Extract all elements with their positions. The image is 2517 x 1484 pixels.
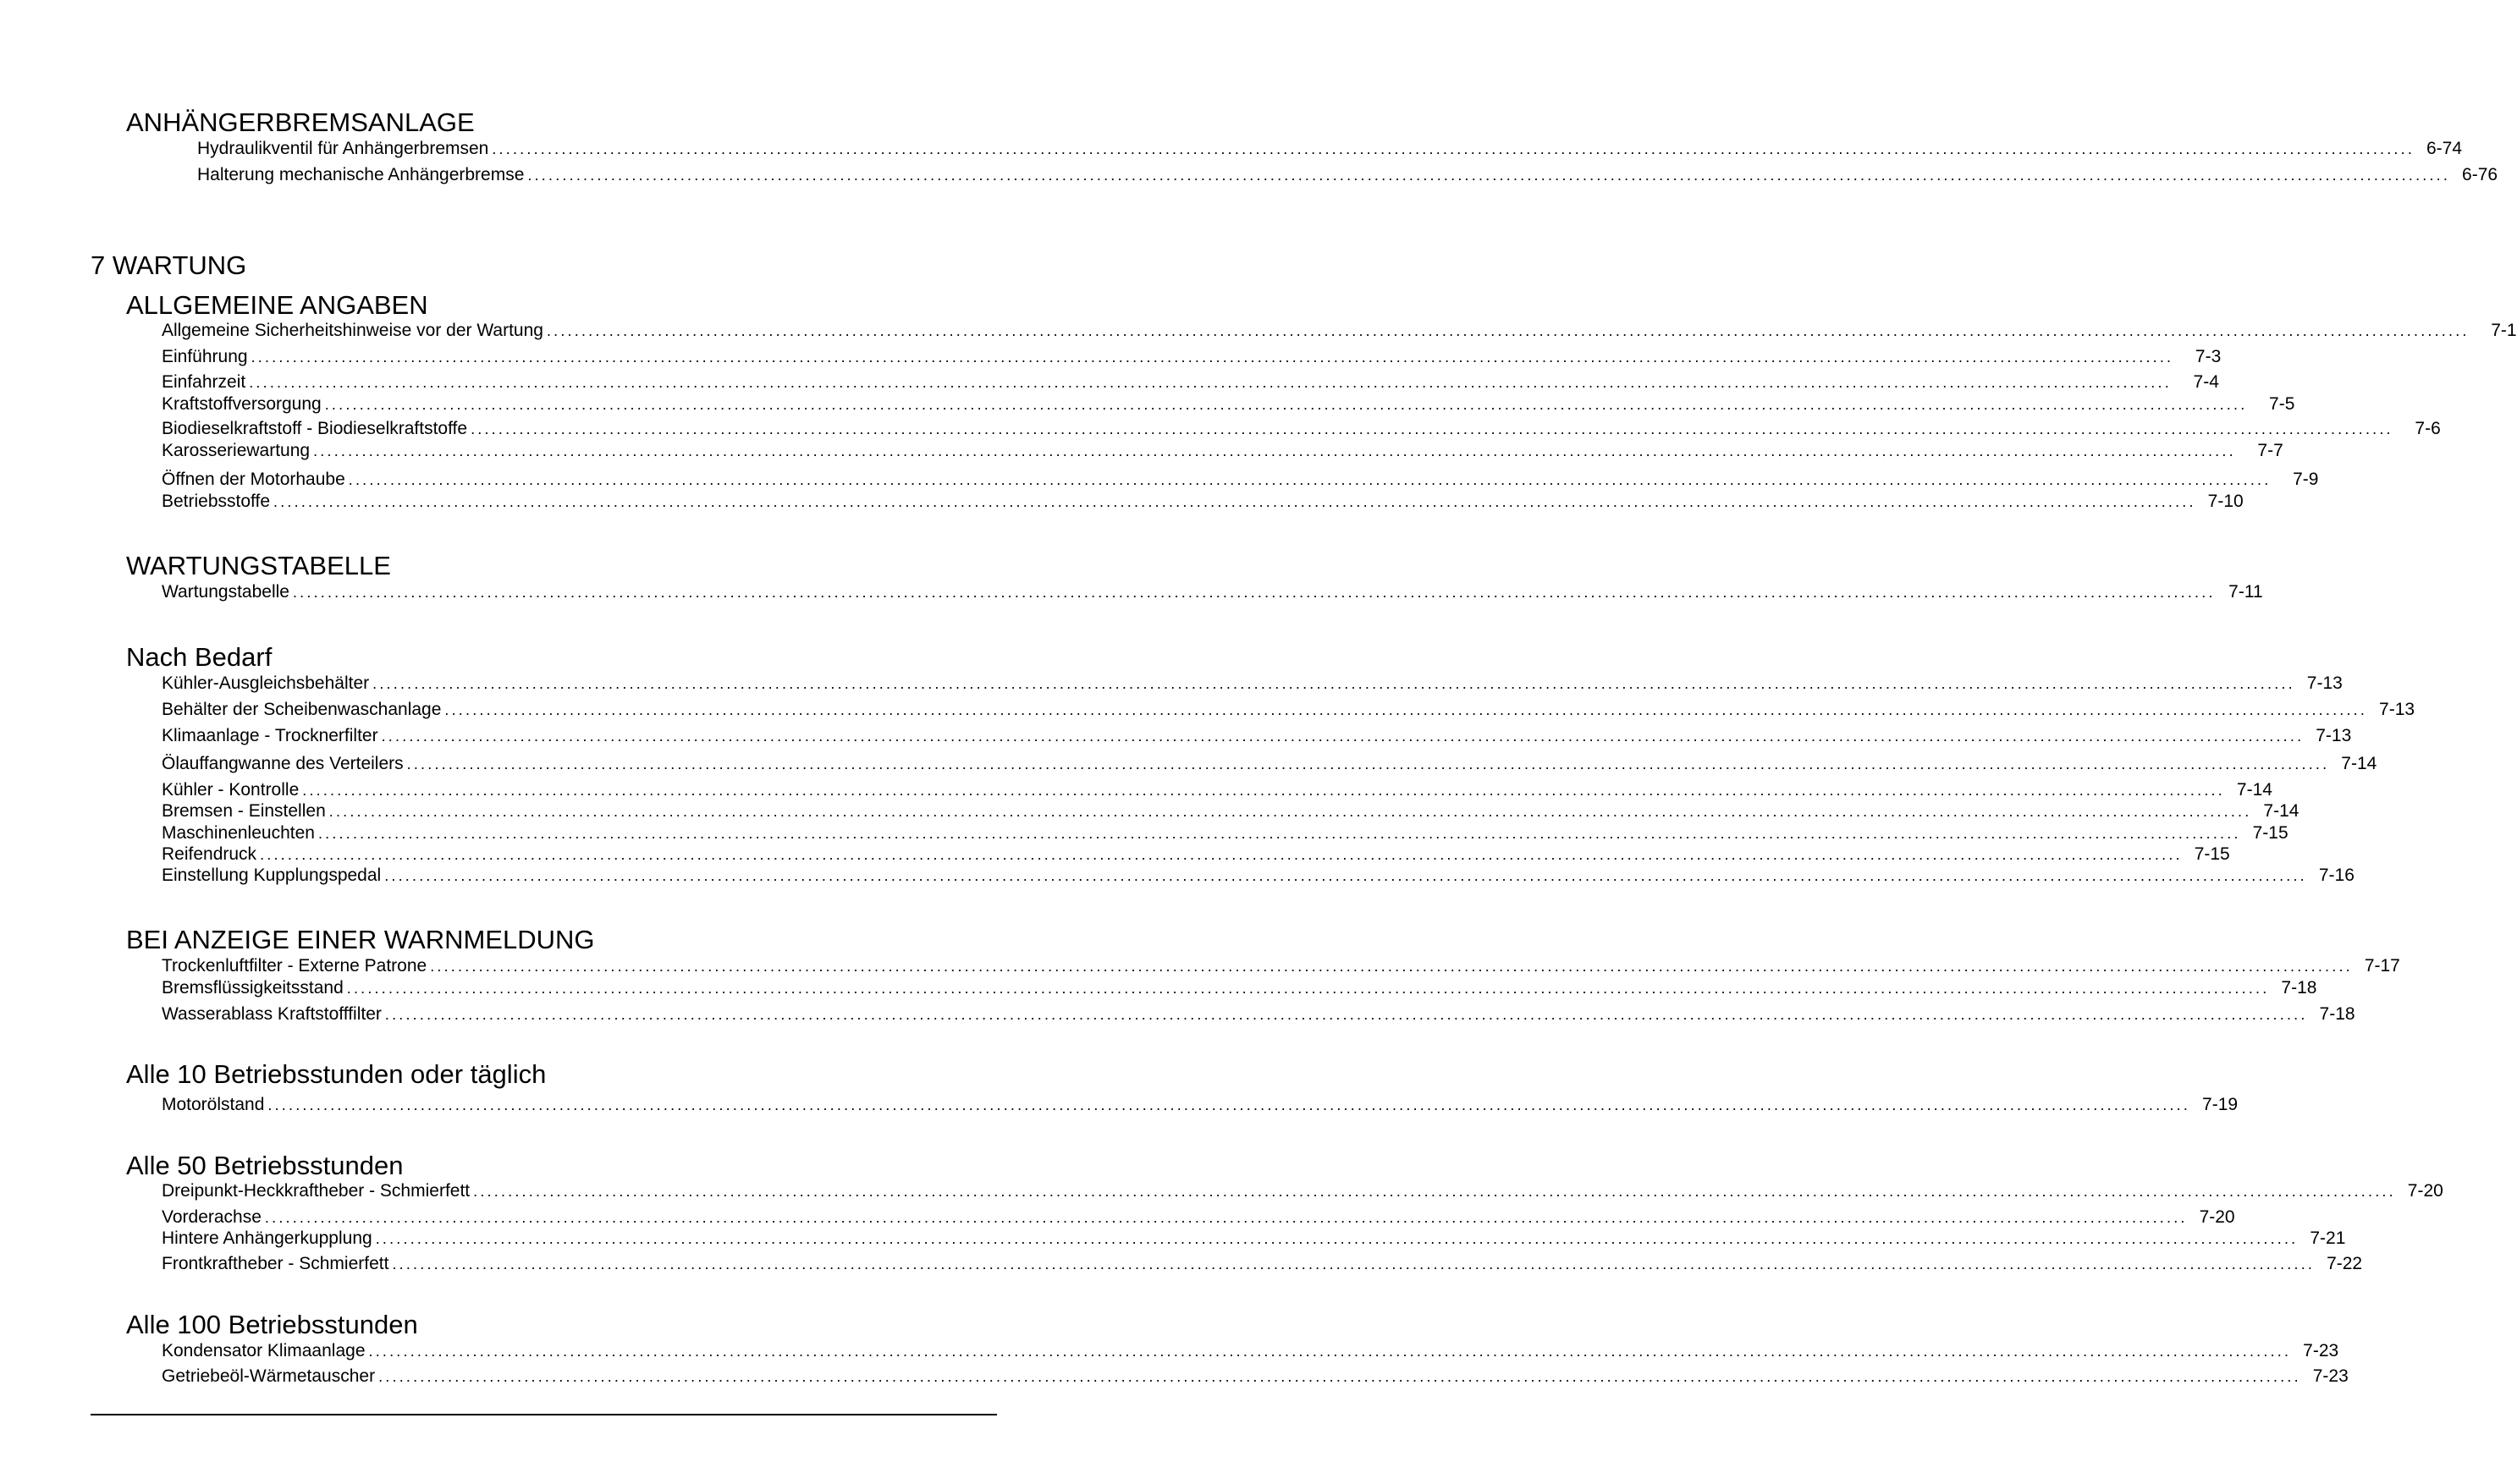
toc-entry-title: Wasserablass Kraftstofffilter	[162, 1004, 382, 1024]
toc-entry-page: 7-11	[2228, 582, 2263, 602]
section-heading-alle-10: Alle 10 Betriebsstunden oder täglich	[126, 1059, 547, 1089]
toc-leader-dots: .....................................................................................................................................................................................................................................................................................	[302, 782, 2225, 799]
section-heading-alle-100: Alle 100 Betriebsstunden	[126, 1310, 418, 1339]
toc-entry[interactable]	[162, 440, 2283, 462]
toc-entry[interactable]	[162, 865, 2355, 887]
toc-entry-page: 7-22	[2327, 1254, 2363, 1273]
section-heading-warnmeldung: BEI ANZEIGE EINER WARNMELDUNG	[126, 925, 595, 954]
toc-entry-page: 7-23	[2312, 1366, 2349, 1386]
toc-leader-dots: .....................................................................................................................................................................................................................................................................................	[378, 1368, 2301, 1385]
toc-entry[interactable]	[162, 1180, 2443, 1202]
toc-entry[interactable]	[162, 346, 2222, 368]
toc-entry-page: 7-15	[2194, 844, 2230, 864]
toc-entry-page: 7-10	[2207, 492, 2244, 511]
section-heading-allgemeine-angaben: ALLGEMEINE ANGABEN	[126, 290, 428, 320]
toc-entry-page: 7-18	[2281, 978, 2317, 998]
toc-entry[interactable]	[197, 138, 2463, 160]
toc-entry[interactable]	[162, 977, 2317, 999]
toc-entry[interactable]	[162, 1228, 2346, 1250]
toc-leader-dots: .....................................................................................................................................................................................................................................................................................	[546, 322, 2470, 339]
toc-entry-title: Kühler - Kontrolle	[162, 780, 300, 800]
toc-leader-dots: .....................................................................................................................................................................................................................................................................................	[372, 675, 2295, 692]
toc-entry-title: Allgemeine Sicherheitshinweise vor der Wartung	[162, 321, 543, 340]
toc-leader-dots: .....................................................................................................................................................................................................................................................................................	[328, 803, 2252, 820]
toc-leader-dots: .....................................................................................................................................................................................................................................................................................	[346, 980, 2270, 997]
toc-entry-title: Trockenluftfilter - Externe Patrone	[162, 956, 427, 976]
toc-leader-dots: .....................................................................................................................................................................................................................................................................................	[260, 846, 2183, 863]
toc-entry[interactable]	[162, 1003, 2355, 1025]
toc-leader-dots: .....................................................................................................................................................................................................................................................................................	[492, 140, 2415, 157]
toc-entry[interactable]	[162, 393, 2295, 415]
toc-entry-page: 7-5	[2269, 394, 2295, 414]
toc-entry-page: 7-20	[2199, 1207, 2235, 1227]
toc-entry-page: 7-14	[2263, 801, 2299, 821]
toc-entry-title: Maschinenleuchten	[162, 823, 315, 843]
toc-leader-dots: .....................................................................................................................................................................................................................................................................................	[251, 349, 2174, 366]
toc-entry-title: Wartungstabelle	[162, 582, 289, 602]
toc-entry[interactable]	[162, 725, 2352, 747]
toc-entry-title: Betriebsstoffe	[162, 492, 271, 511]
toc-entry-title: Halterung mechanische Anhängerbremse	[197, 165, 525, 184]
toc-entry-page: 7-18	[2319, 1004, 2355, 1024]
toc-entry-page: 7-21	[2310, 1228, 2346, 1248]
toc-entry[interactable]	[162, 699, 2415, 721]
toc-entry-title: Reifendruck	[162, 844, 257, 864]
toc-leader-dots: .....................................................................................................................................................................................................................................................................................	[264, 1209, 2188, 1226]
toc-entry-page: 7-3	[2195, 347, 2222, 366]
toc-entry[interactable]	[162, 1094, 2239, 1116]
toc-entry-page: 7-13	[2379, 700, 2415, 719]
toc-entry-page: 7-14	[2236, 780, 2272, 800]
toc-entry[interactable]	[162, 673, 2343, 695]
toc-leader-dots: .....................................................................................................................................................................................................................................................................................	[249, 374, 2172, 391]
chapter-heading-7-wartung: 7 WARTUNG	[91, 250, 247, 280]
toc-leader-dots: .....................................................................................................................................................................................................................................................................................	[527, 167, 2451, 184]
toc-entry-page: 6-76	[2462, 165, 2498, 184]
toc-entry[interactable]	[162, 800, 2299, 822]
toc-entry-title: Öffnen der Motorhaube	[162, 470, 345, 489]
toc-leader-dots: .....................................................................................................................................................................................................................................................................................	[273, 493, 2196, 510]
toc-entry-title: Getriebeöl-Wärmetauscher	[162, 1366, 376, 1386]
toc-entry-page: 7-9	[2293, 470, 2319, 489]
toc-entry-title: Kraftstoffversorgung	[162, 394, 322, 414]
toc-entry-page: 7-23	[2303, 1341, 2339, 1360]
toc-entry[interactable]	[162, 779, 2272, 801]
toc-leader-dots: .....................................................................................................................................................................................................................................................................................	[430, 958, 2353, 975]
toc-entry[interactable]	[162, 844, 2230, 866]
toc-leader-dots: .....................................................................................................................................................................................................................................................................................	[348, 471, 2272, 488]
toc-entry[interactable]	[197, 164, 2498, 186]
toc-entry-title: Bremsen - Einstellen	[162, 801, 326, 821]
toc-entry-page: 7-17	[2364, 956, 2400, 976]
toc-entry-page: 7-4	[2193, 372, 2219, 392]
toc-entry-title: Einführung	[162, 347, 248, 366]
toc-leader-dots: .....................................................................................................................................................................................................................................................................................	[384, 1006, 2308, 1023]
toc-entry[interactable]	[162, 753, 2377, 775]
toc-entry-title: Behälter der Scheibenwaschanlage	[162, 700, 442, 719]
toc-entry-page: 7-15	[2252, 823, 2288, 843]
toc-entry-page: 6-74	[2426, 139, 2463, 158]
toc-entry[interactable]	[162, 371, 2219, 393]
toc-entry-page: 7-13	[2306, 673, 2343, 693]
section-heading-anhaengerbremsanlage: ANHÄNGERBREMSANLAGE	[126, 107, 475, 137]
toc-entry-title: Vorderachse	[162, 1207, 262, 1227]
toc-entry-page: 7-1	[2491, 321, 2517, 340]
toc-entry[interactable]	[162, 955, 2400, 977]
toc-leader-dots: .....................................................................................................................................................................................................................................................................................	[267, 1097, 2191, 1113]
toc-entry-page: 7-13	[2316, 726, 2352, 745]
section-heading-alle-50: Alle 50 Betriebsstunden	[126, 1151, 404, 1180]
toc-entry-title: Bremsflüssigkeitsstand	[162, 978, 344, 998]
toc-entry-page: 7-7	[2257, 441, 2283, 460]
toc-entry[interactable]	[162, 1366, 2349, 1388]
toc-entry-page: 7-14	[2341, 754, 2377, 773]
toc-entry[interactable]	[162, 491, 2244, 513]
toc-leader-dots: .....................................................................................................................................................................................................................................................................................	[324, 396, 2248, 413]
toc-entry-title: Ölauffangwanne des Verteilers	[162, 754, 404, 773]
toc-entry-title: Motorölstand	[162, 1095, 265, 1114]
toc-leader-dots: .....................................................................................................................................................................................................................................................................................	[292, 584, 2216, 601]
toc-entry-title: Einstellung Kupplungspedal	[162, 866, 382, 885]
toc-entry-title: Karosseriewartung	[162, 441, 311, 460]
toc-entry[interactable]	[162, 418, 2441, 440]
toc-leader-dots: .....................................................................................................................................................................................................................................................................................	[406, 756, 2330, 772]
toc-entry[interactable]	[162, 1253, 2363, 1275]
toc-entry-title: Dreipunkt-Heckkraftheber - Schmierfett	[162, 1181, 471, 1201]
toc-leader-dots: .....................................................................................................................................................................................................................................................................................	[368, 1343, 2292, 1360]
toc-entry[interactable]	[162, 581, 2263, 603]
toc-leader-dots: .....................................................................................................................................................................................................................................................................................	[375, 1230, 2299, 1247]
toc-entry-title: Frontkraftheber - Schmierfett	[162, 1254, 389, 1273]
toc-entry[interactable]	[162, 1206, 2235, 1228]
toc-entry[interactable]	[162, 469, 2319, 491]
toc-entry-title: Einfahrzeit	[162, 372, 246, 392]
toc-entry-page: 7-20	[2407, 1181, 2443, 1201]
toc-entry[interactable]	[162, 320, 2517, 342]
toc-leader-dots: .....................................................................................................................................................................................................................................................................................	[471, 420, 2393, 437]
toc-entry-page: 7-6	[2415, 419, 2441, 438]
toc-leader-dots: .....................................................................................................................................................................................................................................................................................	[473, 1183, 2396, 1200]
toc-entry[interactable]	[162, 822, 2288, 844]
section-heading-nach-bedarf: Nach Bedarf	[126, 642, 273, 672]
toc-entry-page: 7-16	[2318, 866, 2355, 885]
toc-entry[interactable]	[162, 1340, 2339, 1362]
toc-leader-dots: .....................................................................................................................................................................................................................................................................................	[384, 867, 2307, 884]
toc-leader-dots: .....................................................................................................................................................................................................................................................................................	[317, 825, 2241, 842]
toc-leader-dots: .....................................................................................................................................................................................................................................................................................	[381, 728, 2305, 745]
toc-entry-title: Hintere Anhängerkupplung	[162, 1228, 372, 1248]
toc-leader-dots: .....................................................................................................................................................................................................................................................................................	[444, 701, 2368, 718]
toc-leader-dots: .....................................................................................................................................................................................................................................................................................	[313, 442, 2236, 459]
bottom-divider	[91, 1414, 997, 1415]
toc-leader-dots: .....................................................................................................................................................................................................................................................................................	[392, 1256, 2316, 1272]
toc-entry-title: Klimaanlage - Trocknerfilter	[162, 726, 378, 745]
toc-entry-title: Biodieselkraftstoff - Biodieselkraftstoffe	[162, 419, 468, 438]
toc-entry-title: Hydraulikventil für Anhängerbremsen	[197, 139, 489, 158]
toc-entry-title: Kondensator Klimaanlage	[162, 1341, 366, 1360]
toc-entry-page: 7-19	[2202, 1095, 2239, 1114]
section-heading-wartungstabelle: WARTUNGSTABELLE	[126, 551, 391, 580]
toc-entry-title: Kühler-Ausgleichsbehälter	[162, 673, 370, 693]
